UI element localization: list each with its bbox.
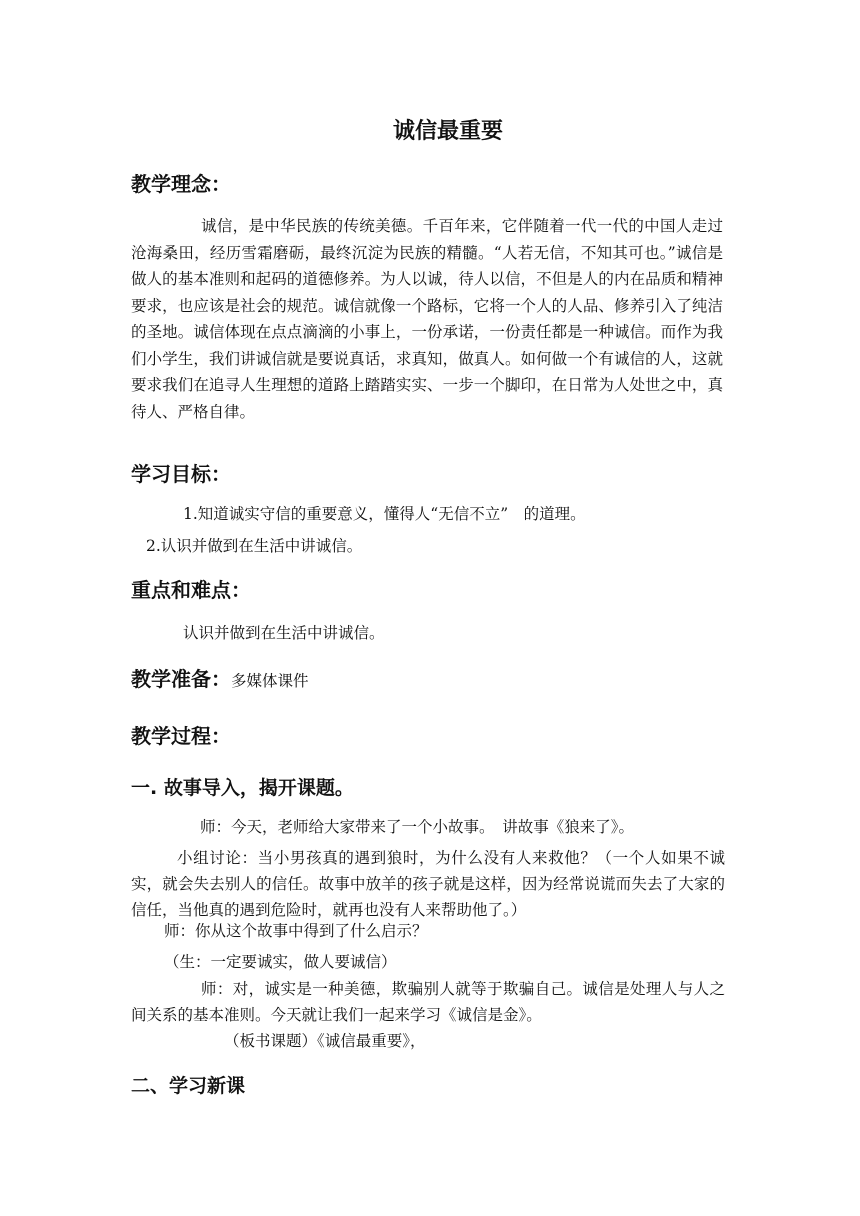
teacher-summary-paragraph: 师：对，诚实是一种美德，欺骗别人就等于欺骗自己。诚信是处理人与人之间关系的基本准则。今天就让我们一起来学习《诚信是金》。 [131, 980, 725, 1024]
preparation-label: 教学准备： [131, 667, 231, 691]
teacher-question-line: 师：你从这个故事中得到了什么启示？ [164, 922, 428, 940]
group-discussion-paragraph: 小组讨论：当小男孩真的遇到狼时，为什么没有人来救他？（一个人如果不诚实，就会失去别人的信任。故事中放羊的孩子就是这样，因为经常说谎而失去了大家的信任，当他真的遇到危险时，就再也没有人来帮助他了。） [131, 849, 725, 919]
teaching-concept-paragraph: 诚信，是中华民族的传统美德。千百年来，它伴随着一代一代的中国人走过沧海桑田，经历雪霜磨砺，最终沉淀为民族的精髓。“人若无信，不知其可也。”诚信是做人的基本准则和起码的道德修养。为人以诚，待人以信，不但是人的内在品质和精神要求，也应该是社会的规范。诚信就像一个路标，它将一个人的人品、修养引入了纯洁的圣地。诚信体现在点点滴滴的小事上，一份承诺，一份责任都是一种诚信。而作为我们小学生，我们讲诚信就是要说真话，求真知，做真人。如何做一个有诚信的人，这就要求我们在追寻人生理想的道路上踏踏实实、一步一个脚印，在日常为人处世之中，真待人、严格自律。 [131, 217, 723, 421]
heading-part-one: 一. 故事导入，揭开课题。 [131, 777, 354, 799]
heading-preparation [131, 665, 309, 695]
teacher-intro-line: 师：今天，老师给大家带来了一个小故事。 讲故事《狼来了》。 [200, 818, 635, 836]
heading-learning-goals: 学习目标： [131, 462, 231, 486]
preparation-text: 多媒体课件 [231, 672, 309, 690]
learning-goal-item: 2.认识并做到在生活中讲诚信。 [146, 537, 363, 555]
student-answer-line: （生：一定要诚实，做人要诚信） [164, 953, 397, 971]
document-title: 诚信最重要 [392, 119, 503, 144]
heading-teaching-concept: 教学理念： [131, 172, 231, 196]
heading-key-points: 重点和难点： [131, 578, 251, 602]
board-title-line: （板书课题）《诚信最重要》， [224, 1032, 426, 1050]
key-points-text: 认识并做到在生活中讲诚信。 [183, 624, 385, 642]
heading-teaching-process: 教学过程： [131, 724, 231, 748]
heading-part-two: 二、学习新课 [131, 1075, 246, 1097]
learning-goal-item: 1.知道诚实守信的重要意义，懂得人“无信不立” 的道理。 [183, 505, 586, 523]
